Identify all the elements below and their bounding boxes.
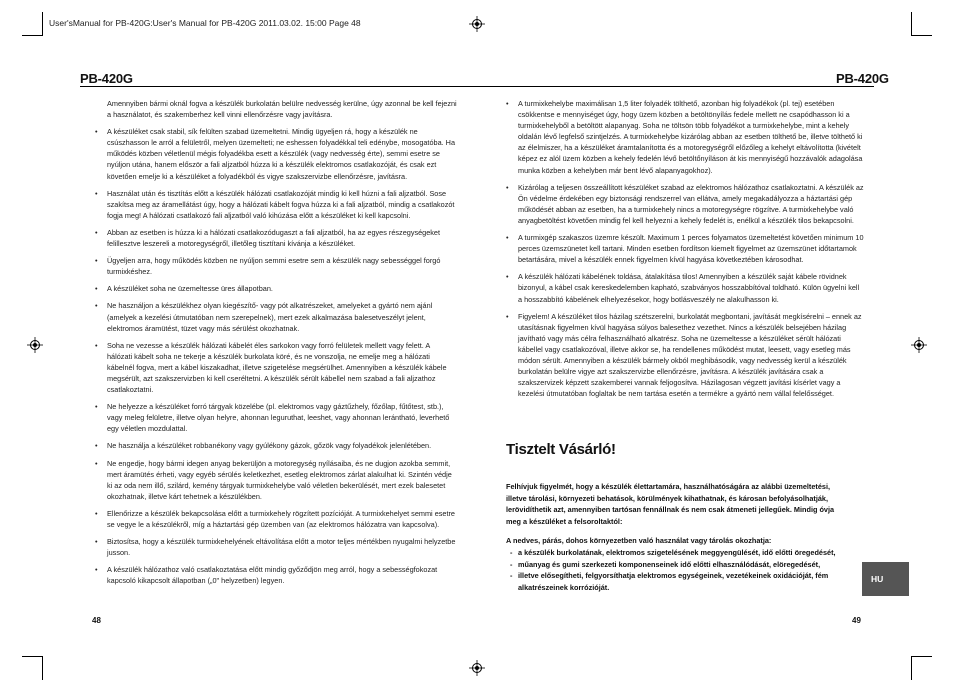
left-header-rule — [80, 86, 477, 87]
left-bullet-item: • Ne használjon a készülékhez olyan kiegészítő- vagy pót alkatrészeket, amelyeket a gyártó nem ajánl (amelyek a kezelési útmutatóban nem szerepelnek), mert ezek alkalmazása balesetveszélyt jelent, elektromos áramütést, tüzet vagy más sérülést okozhatnak. — [107, 300, 457, 333]
left-bullet-item: • A készüléket csak stabil, sík felülten szabad üzemeltetni. Mindig ügyeljen rá, hogy a készülék ne csúszhasson le arról a felületről, melyen üzemelteti; ne eshessen folyadékkal teli edénybe, mosogatóba. Ha működés közben véletlenül mégis folyadékba esett a készülék (vagy nedvesség érte), semmi esetre se nyúljon utána, hanem először a fali aljzatból húzza ki a készülék elektromos csatlakozóját, és csak ezt követően emelje ki a készüléket a folyadékból és vigye szakszervizbe ellenőrzésre, javításra. — [107, 126, 457, 181]
left-bullet-item: • A készülék hálózathoz való csatlakoztatása előtt mindig győződjön meg arról, hogy a sebességfokozat kapcsoló kikapcsolt állapotban („0" helyzetben) legyen. — [107, 564, 457, 586]
bold-intro-paragraph: Felhívjuk figyelmét, hogy a készülék élettartamára, használhatóságára az alábbi üzemeltetési, illetve tárolási, környezeti behatások, körülmények kihathatnak, és károsan befolyásolhatják, lerövidíthetik azt, amennyiben tartósan fennállnak és nem csak átmeneti jellegűek. Mindig óvja meg a készüléket a felsoroltaktól: — [506, 482, 835, 526]
right-bullet-item: • A turmixkehelybe maximálisan 1,5 liter folyadék tölthető, azonban hig folyadékok (pl. tej) esetében csökkentse e mennyiséget úgy, hogy üzem közben a betöltönyílás fedele mellett ne csapódhasson ki a turmixkehelyből a betöltött alapanyag. Soha ne töltsön több folyadékot a turmixkehelybe, mint a kehely oldalán lévő legfelső szintjelzés. A turmixkehelybe kizárólag abban az esetben tölthető be, illetve tölthető ki az élelmiszer, ha a készüléket áramtalanította és a motoregységről előzőleg a kehelyt eltávolította (kivételt képez ez alól üzem közben a kehely fedelén lévő betöltőnyíláson át kis mennyiségű hozzávalók adagolása munka közben a kehelyben már bent lévő alapanyagokhoz). — [518, 98, 864, 176]
crop-mark-br-v — [911, 656, 912, 680]
left-page-number: 48 — [92, 616, 101, 625]
registration-mark-right — [911, 337, 927, 353]
right-page-number: 49 — [852, 616, 861, 625]
right-bullet-item: • A készülék hálózati kábelének toldása, átalakítása tilos! Amennyiben a készülék saját kábele rövidnek bizonyul, a kábel csak kereskedelemben kapható, szabványos hosszabbítóval toldható. Külön ügyelni kell a hosszabbító kábelének elhelyezésekor, hogy botlásveszély ne alakulhasson ki. — [518, 271, 864, 304]
right-bullet-item: • A turmixgép szakaszos üzemre készült. Maximum 1 perces folyamatos üzemeltetést követően minimum 10 perces üzemszünetet kell tartani. Minden esetben fordítson kiemelt figyelmet az üzemszünet időtartamok betartására, mivel a készülék ennek figyelmen kívül hagyása következtében károsodhat. — [518, 232, 864, 265]
bold-dash-item: - a készülék burkolatának, elektromos szigetelésének meggyengülését, idő előtti öregedését, — [518, 547, 851, 559]
left-bullet-item: • A készüléket soha ne üzemeltesse üres állapotban. — [107, 283, 457, 294]
left-bullet-item: • Abban az esetben is húzza ki a hálózati csatlakozódugaszt a fali aljzatból, ha az egyes részegységeket felillesztve leszereli a motoregységről, illetőleg tisztítani kívánja a készüléket. — [107, 227, 457, 249]
crop-mark-tr-v — [911, 12, 912, 36]
bold-dash-item: - műanyag és gumi szerkezeti komponenseinek idő előtti elhasználódását, elöregedését, — [518, 559, 851, 571]
crop-mark-bl-v — [42, 656, 43, 680]
right-bullet-item: • Figyelem! A készüléket tilos házilag szétszerelni, burkolatát megbontani, javítását megkísérelni – ennek az utasításnak figyelmen kívül hagyása súlyos balesethez vezethet. Nincs a készülék belsejében házilag javítható vagy más célra felhasználható alkatrész. Soha ne üzemeltesse a készüléket sérült hálózati kábellel vagy csatlakozóval, illetve akkor se, ha rendellenes működést mutat, leesett, vagy esetleg más módon sérült. Amennyiben a készülék bármely okból meghibásodik, vagy nedvesség kerül a készülék burkolatán belülre vigye azt szakszervizbe ellenőrzésre, javításra. A készülék javítására csak a szakszervizek képzett szakemberei vannak feljogosítva. Házilagosan végzett javítási kísérlet vagy a kezelési útmutatóban foglaltak be nem tartása esetén a termékre a gyártó nem vállal felelősséget. — [518, 311, 864, 400]
registration-mark-bottom — [469, 660, 485, 676]
registration-mark-left — [27, 337, 43, 353]
left-bullet-item: • Ügyeljen arra, hogy működés közben ne nyúljon semmi esetre sem a készülék nagy sebességgel forgó turmixkéshez. — [107, 255, 457, 277]
left-bullet-item: • Ellenőrizze a készülék bekapcsolása előtt a turmixkehely rögzített pozícióját. A turmixkehelyet semmi esetre se vegye le a készülékről, míg a háztartási gép üzemben van (az elektromos hálózatra van kapcsolva). — [107, 508, 457, 530]
crop-mark-tl-h — [22, 35, 42, 36]
bold-lead-line: A nedves, párás, dohos környezetben való használat vagy tárolás okozhatja: — [506, 536, 772, 546]
crop-mark-tr-h — [912, 35, 932, 36]
right-bullet-item: • Kizárólag a teljesen összeállított készüléket szabad az elektromos hálózathoz csatlakoztatni. A készülék az Ön védelme érdekében egy biztonsági rendszerrel van ellátva, amely megakadályozza a háztartási gép működését abban az esetben, ha a turmixkehely nincs a motoregységre rögzítve. A turmixkehelybe való anyagbetöltést követően mindig fel kell helyezni a kehely fedelét is, enélkül a készülék tilos bekapcsolni. — [518, 182, 864, 226]
crop-mark-tl-v — [42, 12, 43, 36]
registration-mark-top — [469, 16, 485, 32]
left-bullet-item: • Biztosítsa, hogy a készülék turmixkehelyének eltávolítása előtt a motor teljes mértékben nyugalmi helyzetbe jusson. — [107, 536, 457, 558]
section-heading: Tisztelt Vásárló! — [506, 441, 616, 458]
left-bullet-item: • Használat után és tisztítás előtt a készülék hálózati csatlakozóját mindig ki kell húzni a fali aljzatból. Sose szakítsa meg az áramellátást úgy, hogy a hálózati kábelt fogva húzza ki a fali aljzatból, mindig a csatlakozót fogja meg! A hálózati csatlakozó fali aljzatból való kihúzása előtt a készüléket ki kell kapcsolni. — [107, 188, 457, 221]
bold-dash-item: - illetve elősegítheti, felgyorsíthatja elektromos egységeinek, vezetékeinek oxidációját, fém alkatrészeinek korrózióját. — [518, 570, 851, 593]
left-bullet-item: • Ne engedje, hogy bármi idegen anyag bekerüljön a motoregység nyílásaiba, és ne dugjon azokba semmit, mert áramütés érheti, vagy egyéb sérülés keletkezhet, esetleg elektromos zárlat alakulhat ki. Szintén védje ki az oda nem illő, szilárd, kemény tárgyak turmixkehelybe való véletlen bekerülését, mert ezek balesetet okozhatnak, illetve kárt tehetnek a készülékben. — [107, 458, 457, 502]
left-model-label: PB-420G — [80, 71, 133, 86]
left-bullet-item: • Ne használja a készüléket robbanékony vagy gyúlékony gázok, gőzök vagy folyadékok jelenlétében. — [107, 440, 457, 451]
right-header-rule — [477, 86, 874, 87]
crop-mark-br-h — [912, 656, 932, 657]
print-header: User'sManual for PB-420G:User's Manual for PB-420G 2011.03.02. 15:00 Page 48 — [49, 18, 361, 28]
crop-mark-bl-h — [22, 656, 42, 657]
left-bullet-item: • Ne helyezze a készüléket forró tárgyak közelébe (pl. elektromos vagy gáztűzhely, főzőlap, fűtőtest, stb.), vagy meleg felületre, illetve olyan helyre, ahonnan leguruthat, leeshet, vagy ahonnan lerántható, leverhető egy véletlen mozdulattal. — [107, 401, 457, 434]
left-bullet-item: • Soha ne vezesse a készülék hálózati kábelét éles sarkokon vagy forró felületek mellett vagy felett. A hálózati kábelt soha ne tekerje a készülék burkolata köré, és ne vonszolja, ne emelje meg a hálózati kábelnél fogva, mert a kábel kiszakadhat, illetve szigetelése megsérülhet. Amennyiben a készülék kábele megsérült, azt szakszervizben ki kell cseréltetni. A készülék sérült kábellel nem szabad a fali aljzathoz csatlakoztatni. — [107, 340, 457, 395]
right-model-label: PB-420G — [836, 71, 889, 86]
language-tab: HU — [862, 562, 909, 596]
left-intro-paragraph: Amennyiben bármi oknál fogva a készülék burkolatán belülre nedvesség kerülne, úgy azonnal be kell fejezni a használatot, és szakemberhez kell vinni ellenőrzésre vagy javításra. — [107, 99, 457, 120]
bold-notice-block — [506, 481, 851, 593]
left-page-body — [95, 98, 457, 592]
right-page-body — [506, 98, 864, 405]
